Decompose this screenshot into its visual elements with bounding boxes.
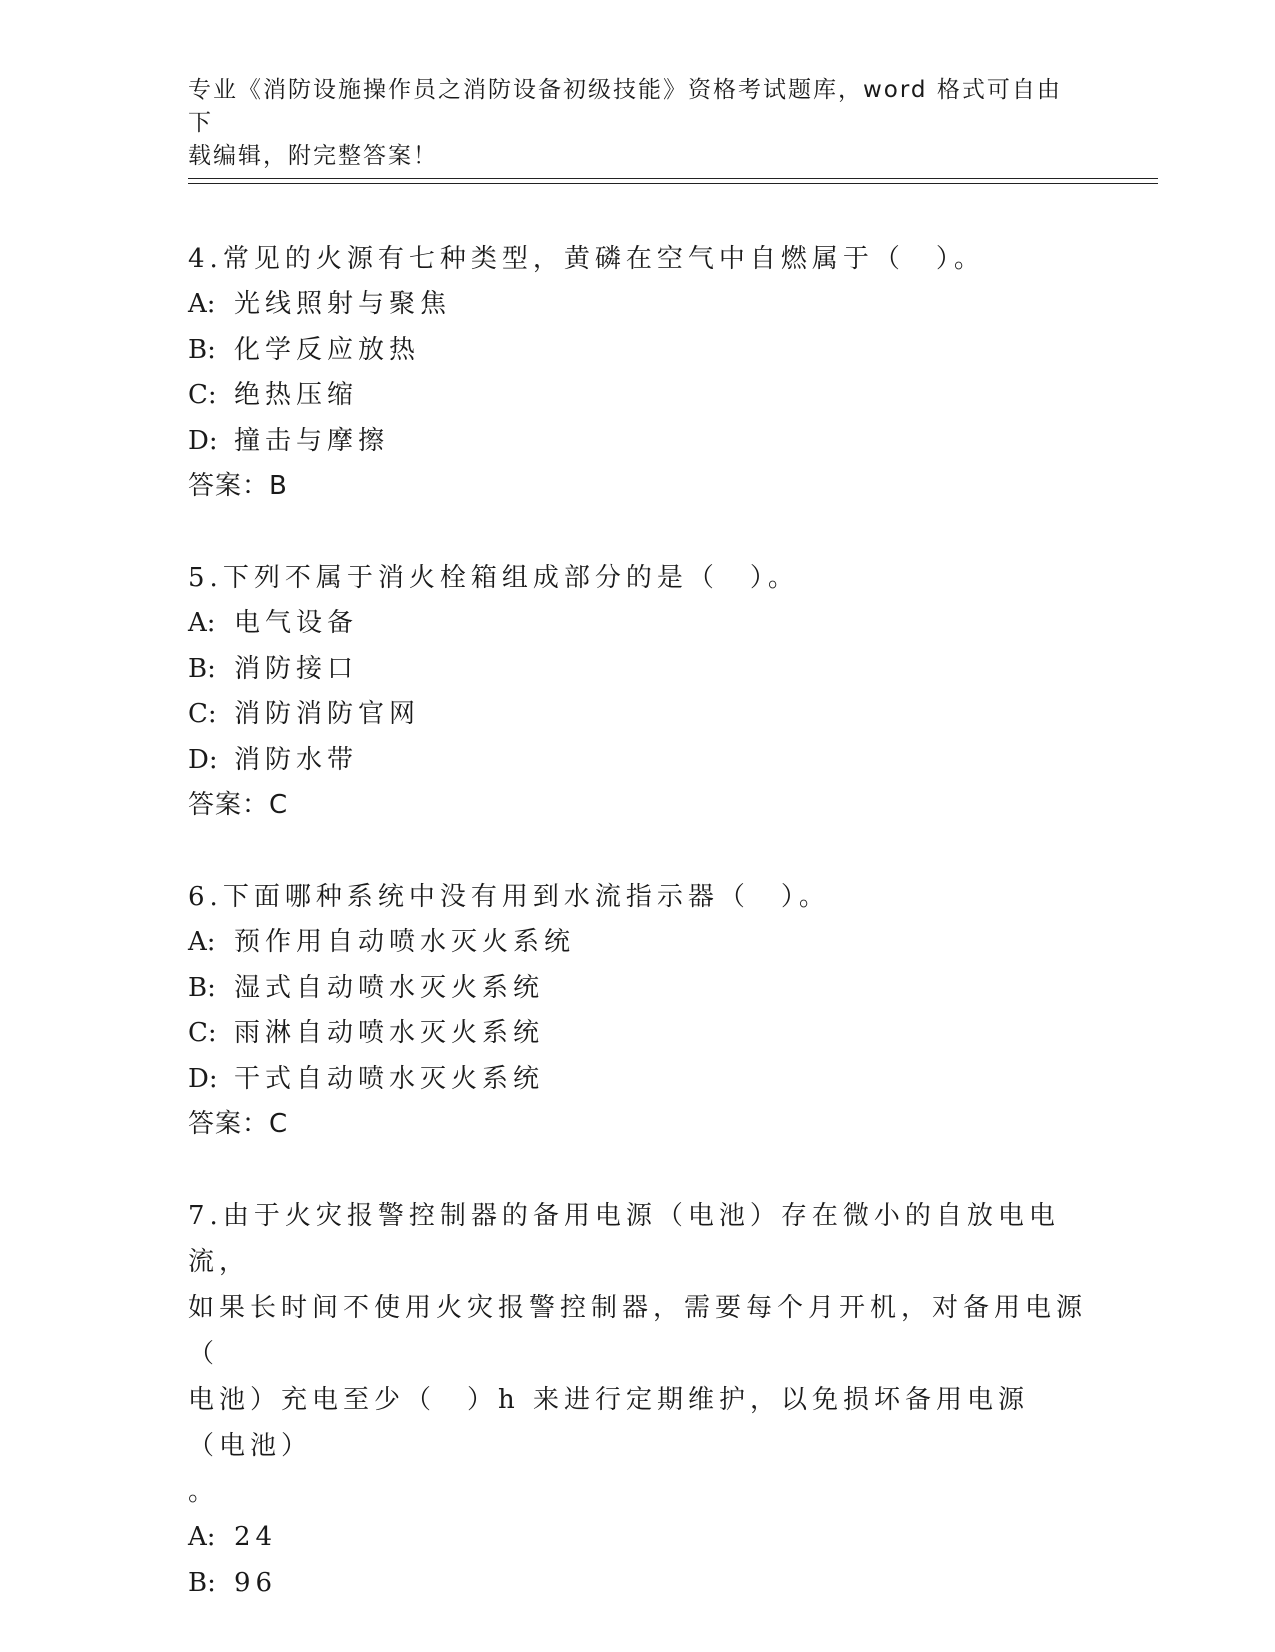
option-letter: A:: [188, 927, 216, 957]
header-divider-top: [188, 178, 1158, 179]
option-text: 消防接口: [234, 653, 359, 684]
option-letter: B:: [188, 972, 216, 1003]
option-b: [188, 1561, 1088, 1607]
question-stem-line-4: 。: [188, 1477, 220, 1507]
option-b: [188, 647, 1088, 693]
document-header: [188, 74, 1068, 173]
header-line-1: 专业《消防设施操作员之消防设备初级技能》资格考试题库，word 格式可自由下: [188, 77, 1062, 136]
answer-label: 答案：: [188, 471, 270, 501]
option-letter: A:: [188, 1522, 216, 1552]
option-text: 化学反应放热: [234, 334, 421, 365]
option-text: 24: [234, 1522, 278, 1552]
option-letter: A:: [188, 289, 216, 319]
option-a: [188, 282, 1088, 328]
question-number: 6.: [188, 882, 223, 912]
question-number: 5.: [188, 563, 223, 593]
question-text: 常见的火源有七种类型，黄磷在空气中自燃属于（ ）。: [222, 244, 985, 274]
question-7: [188, 1193, 1088, 1606]
option-letter: C:: [188, 699, 217, 729]
option-letter: D:: [188, 744, 218, 775]
option-text: 雨淋自动喷水灭火系统: [234, 1018, 545, 1048]
question-text: 由于火灾报警控制器的备用电源（电池）存在微小的自放电电流，: [188, 1201, 1060, 1277]
option-text: 光线照射与聚焦: [234, 289, 452, 319]
option-text: 电气设备: [234, 608, 359, 638]
question-stem-line-1: [188, 1193, 1088, 1285]
question-text: 下列不属于消火栓箱组成部分的是（ ）。: [222, 563, 799, 593]
option-d: [188, 738, 1088, 784]
answer-value: B: [269, 471, 288, 501]
header-line-2: 载编辑，附完整答案！: [188, 143, 438, 169]
option-text: 干式自动喷水灭火系统: [234, 1063, 545, 1094]
option-letter: D:: [188, 425, 218, 456]
option-b: [188, 328, 1088, 374]
question-number: 4.: [188, 244, 223, 274]
question-text: 下面哪种系统中没有用到水流指示器（ ）。: [222, 882, 830, 912]
answer-value: C: [269, 1109, 289, 1139]
answer-line: [188, 464, 1088, 509]
question-list: [188, 236, 1088, 1652]
question-number: 7.: [188, 1201, 223, 1231]
option-a: [188, 601, 1088, 647]
question-stem: [188, 555, 1088, 601]
question-stem-line-3: 电池）充电至少（ ）h 来进行定期维护，以免损坏备用电源（电池）: [188, 1385, 1030, 1461]
option-d: [188, 419, 1088, 465]
option-a: [188, 1515, 1088, 1561]
answer-label: 答案：: [188, 1109, 270, 1139]
option-c: [188, 1011, 1088, 1057]
option-b: [188, 966, 1088, 1012]
option-letter: D:: [188, 1063, 218, 1094]
option-a: [188, 920, 1088, 966]
option-text: 预作用自动喷水灭火系统: [234, 927, 576, 957]
option-letter: A:: [188, 608, 216, 638]
option-text: 消防水带: [234, 744, 359, 775]
header-divider-bottom: [188, 183, 1158, 184]
question-6: [188, 874, 1088, 1147]
option-c: [188, 692, 1088, 738]
option-c: [188, 373, 1088, 419]
option-text: 消防消防官网: [234, 699, 421, 729]
option-text: 绝热压缩: [234, 380, 359, 410]
option-letter: B:: [188, 334, 216, 365]
answer-label: 答案：: [188, 790, 270, 820]
option-text: 96: [234, 1567, 278, 1598]
option-text: 湿式自动喷水灭火系统: [234, 972, 545, 1003]
option-d: [188, 1057, 1088, 1103]
option-letter: C:: [188, 1018, 217, 1048]
option-letter: B:: [188, 1567, 216, 1598]
question-stem: [188, 874, 1088, 920]
option-letter: C:: [188, 380, 217, 410]
option-text: 撞击与摩擦: [234, 425, 390, 456]
question-4: [188, 236, 1088, 509]
answer-value: C: [269, 790, 289, 820]
option-letter: B:: [188, 653, 216, 684]
answer-line: [188, 783, 1088, 828]
answer-line: [188, 1102, 1088, 1147]
question-stem-line-2: 如果长时间不使用火灾报警控制器，需要每个月开机，对备用电源（: [188, 1293, 1088, 1369]
question-5: [188, 555, 1088, 828]
question-stem: [188, 236, 1088, 282]
